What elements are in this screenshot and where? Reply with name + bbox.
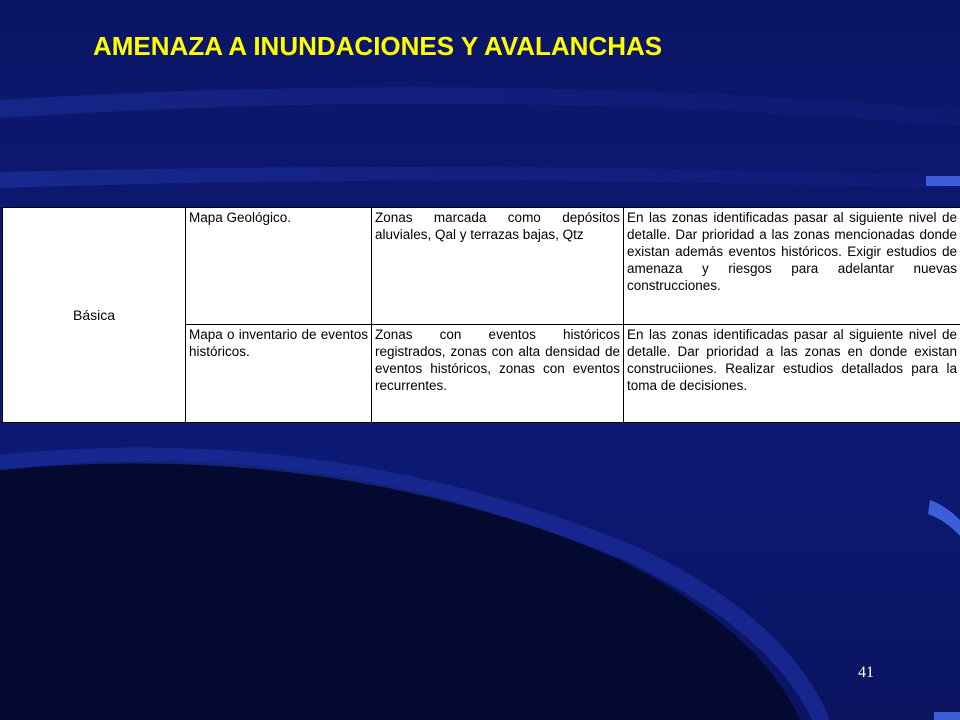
- input-cell: Mapa o inventario de eventos históricos.: [186, 325, 372, 423]
- input-cell: Mapa Geológico.: [186, 208, 372, 325]
- action-cell: En las zonas identificadas pasar al siguiente nivel de detalle. Dar prioridad a las zonas en donde existan construciiones. Realizar estudios detallados para la toma de decisiones.: [624, 325, 960, 423]
- criteria-cell: Zonas con eventos históricos registrados, zonas con alta densidad de eventos históricos, zonas con eventos recurrentes.: [372, 325, 624, 423]
- hazard-criteria-table: [2, 207, 960, 423]
- level-cell: Básica: [3, 208, 186, 423]
- page-number: 41: [858, 664, 874, 681]
- action-cell: En las zonas identificadas pasar al siguiente nivel de detalle. Dar prioridad a las zonas mencionadas donde existan además eventos históricos. Exigir estudios de amenaza y riesgos para adelantar nuevas construcciones.: [624, 208, 960, 325]
- criteria-cell: Zonas marcada como depósitos aluviales, Qal y terrazas bajas, Qtz: [372, 208, 624, 325]
- slide-title: AMENAZA A INUNDACIONES Y AVALANCHAS: [93, 31, 663, 61]
- table-row: [3, 208, 960, 325]
